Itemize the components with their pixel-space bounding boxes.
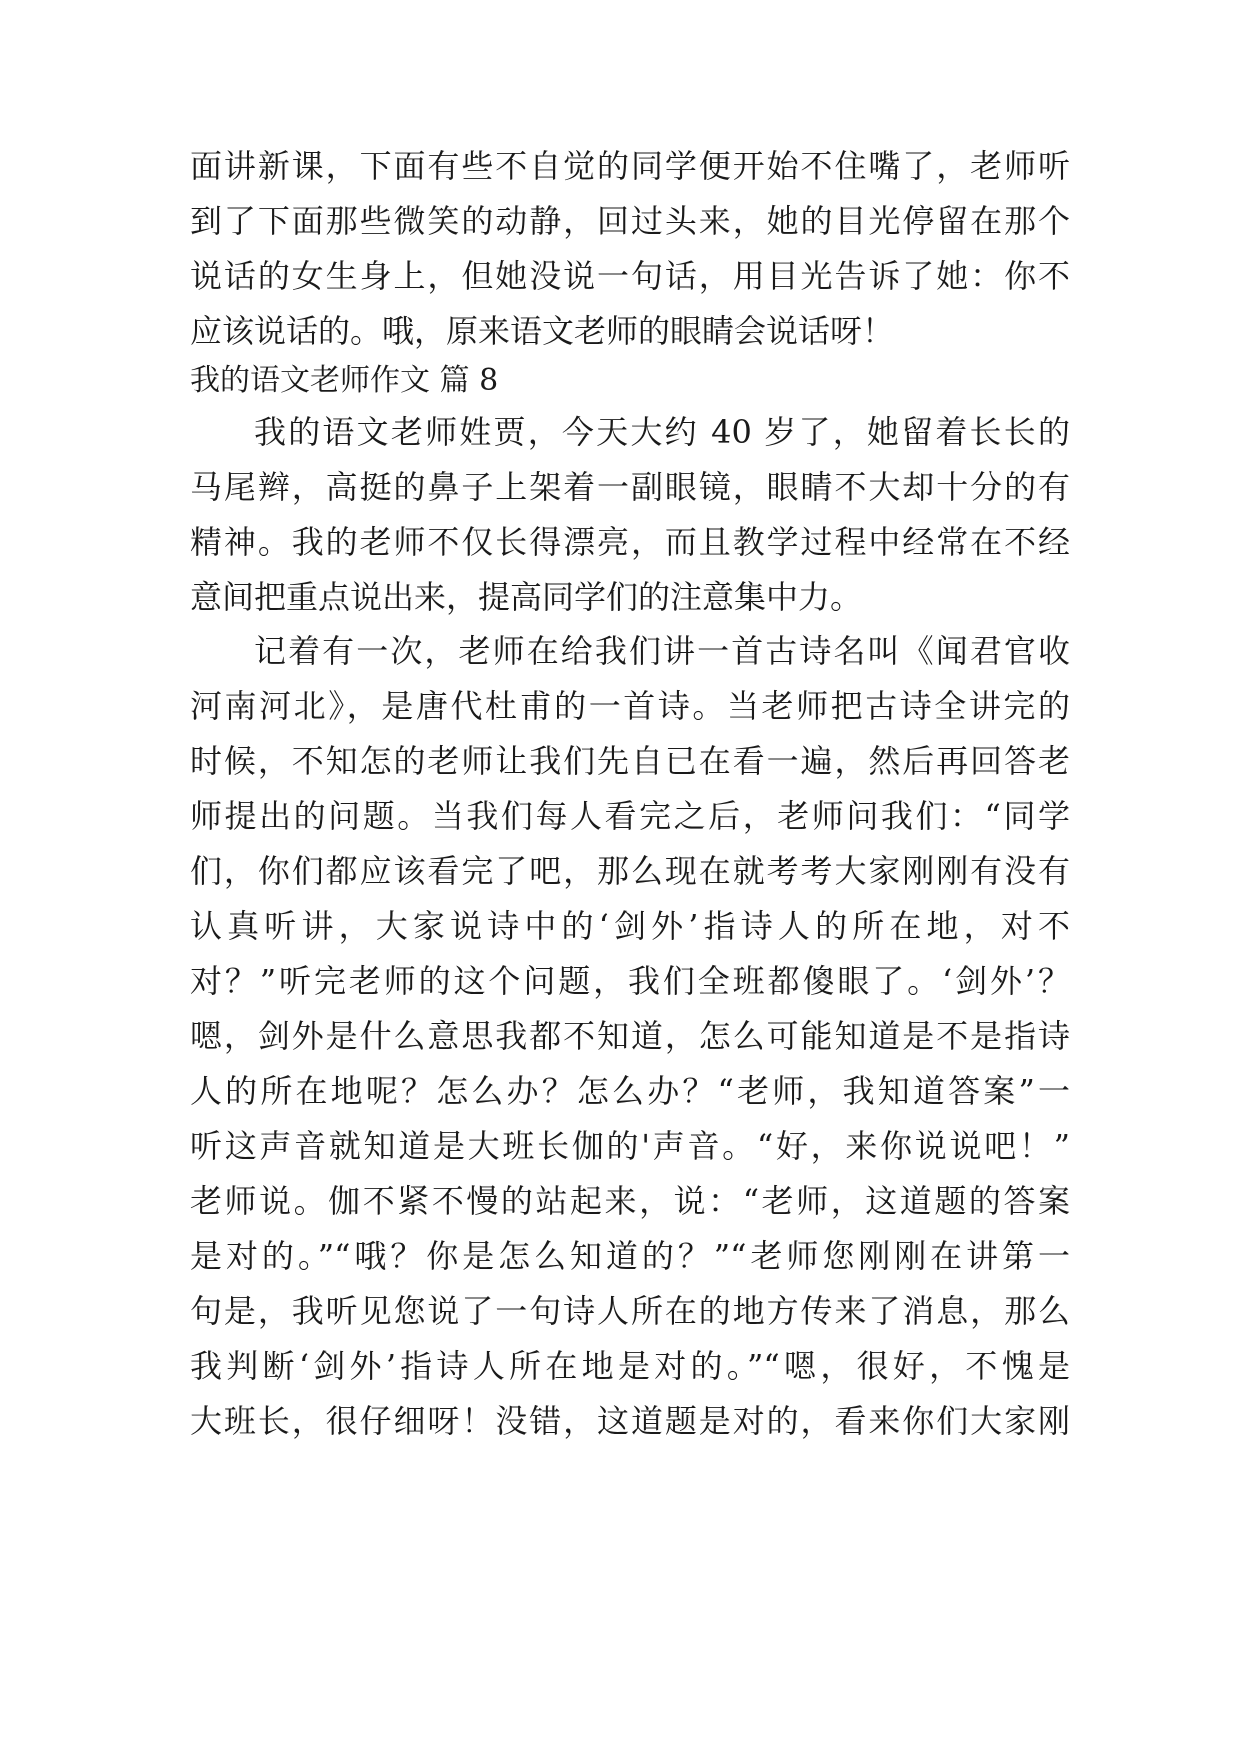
text-line: 马尾辫，高挺的鼻子上架着一副眼镜，眼睛不大却十分的有 xyxy=(190,468,1070,506)
text-line: 听这声音就知道是大班长伽的'声音。“好，来你说说吧！” xyxy=(190,1127,1070,1165)
text-line: 们，你们都应该看完了吧，那么现在就考考大家刚刚有没有 xyxy=(190,852,1070,890)
text-line: 时候，不知怎的老师让我们先自已在看一遍，然后再回答老 xyxy=(190,742,1070,780)
text-line: 嗯，剑外是什么意思我都不知道，怎么可能知道是不是指诗 xyxy=(190,1017,1070,1055)
text-line: 师提出的问题。当我们每人看完之后，老师问我们：“同学 xyxy=(190,797,1070,835)
text-line: 面讲新课，下面有些不自觉的同学便开始不住嘴了，老师听 xyxy=(190,147,1070,185)
text-line: 老师说。伽不紧不慢的站起来，说：“老师，这道题的答案 xyxy=(190,1182,1070,1220)
text-line: 河南河北》，是唐代杜甫的一首诗。当老师把古诗全讲完的 xyxy=(190,687,1070,725)
section-heading: 我的语文老师作文 篇 8 xyxy=(190,363,499,398)
text-line: 是对的。”“哦？你是怎么知道的？”“老师您刚刚在讲第一 xyxy=(190,1237,1070,1275)
text-line: 人的所在地呢？怎么办？怎么办？“老师，我知道答案”一 xyxy=(190,1072,1070,1110)
text-line: 我判断‘剑外’指诗人所在地是对的。”“嗯，很好，不愧是 xyxy=(190,1347,1070,1385)
text-line: 到了下面那些微笑的动静，回过头来，她的目光停留在那个 xyxy=(190,202,1070,240)
text-line: 说话的女生身上，但她没说一句话，用目光告诉了她：你不 xyxy=(190,257,1070,295)
text-line: 意间把重点说出来，提高同学们的注意集中力。 xyxy=(190,578,863,616)
text-line: 记着有一次，老师在给我们讲一首古诗名叫《闻君官收 xyxy=(254,632,1070,670)
text-line: 大班长，很仔细呀！没错，这道题是对的，看来你们大家刚 xyxy=(190,1402,1070,1440)
text-line: 句是，我听见您说了一句诗人所在的地方传来了消息，那么 xyxy=(190,1292,1070,1330)
text-line: 我的语文老师姓贾，今天大约 40 岁了，她留着长长的 xyxy=(254,413,1070,451)
text-line: 认真听讲，大家说诗中的‘剑外’指诗人的所在地，对不 xyxy=(190,907,1070,945)
text-line: 精神。我的老师不仅长得漂亮，而且教学过程中经常在不经 xyxy=(190,523,1070,561)
text-line: 对？”听完老师的这个问题，我们全班都傻眼了。‘剑外’？ xyxy=(190,962,1070,1000)
text-line: 应该说话的。哦，原来语文老师的眼睛会说话呀！ xyxy=(190,312,895,350)
